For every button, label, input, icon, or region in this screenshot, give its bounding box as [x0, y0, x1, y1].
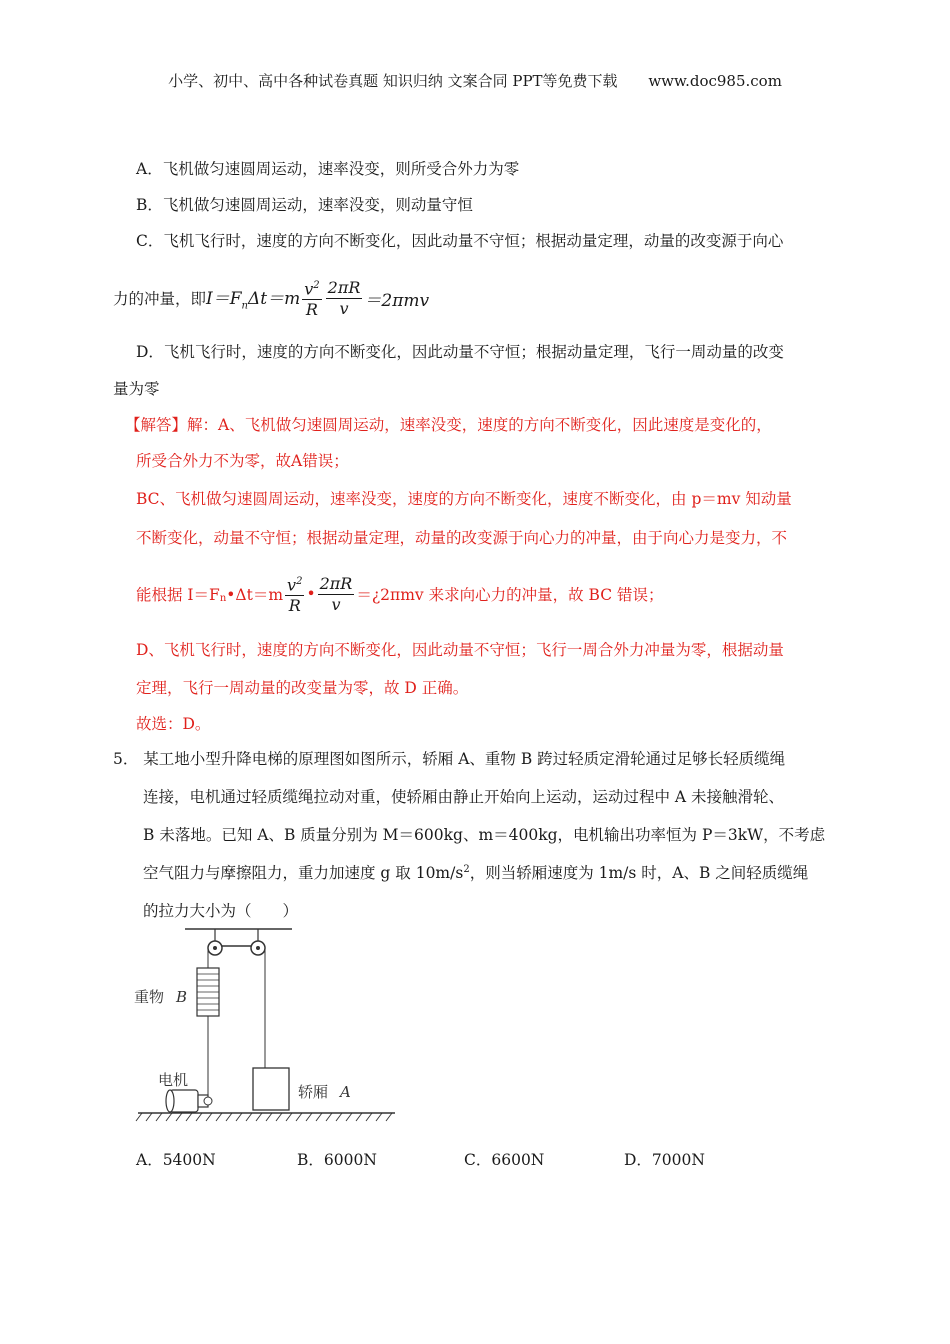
q5-line-4: [143, 861, 808, 883]
q5-line-4-prefix: 空气阻力与摩擦阻力，重力加速度 g 取 10m/s: [143, 864, 464, 882]
answer-line-3: BC、飞机做匀速圆周运动，速率没变，速度的方向不断变化，速度不断变化，由 p＝mv 知动量: [136, 490, 792, 508]
answer-dot: •: [306, 585, 316, 604]
fraction-2pir-over-v: $\frac{2\pi R}{v}$: [327, 277, 361, 318]
answer-line-8: 故选：D。: [136, 715, 211, 733]
answer-formula-middle: •Δt＝m: [226, 586, 284, 605]
motor-label: 电机: [158, 1071, 189, 1089]
q4-option-d-line1: D．飞机飞行时，速度的方向不断变化，因此动量不守恒；根据动量定理，飞行一周动量的改变: [136, 343, 784, 361]
car-label: 轿厢: [298, 1083, 329, 1101]
q4-option-c-line2: [113, 276, 429, 320]
answer-tag: 【解答】: [125, 416, 188, 434]
answer-line-7: 定理，飞行一周动量的改变量为零，故 D 正确。: [136, 679, 469, 697]
answer-line-5-suffix: 2πmv 来求向心力的冲量，故 BC 错误；: [380, 586, 664, 605]
q5-option-d: D．7000N: [624, 1151, 705, 1169]
answer-equals: ＝¿: [356, 586, 381, 605]
answer-fraction-v2-over-r: $\frac{v^2}{R}$: [285, 572, 304, 616]
answer-line-1-text: 解：A、飞机做匀速圆周运动，速率没变，速度的方向不断变化，因此速度是变化的，: [187, 416, 772, 434]
subscript-n: n: [219, 592, 227, 604]
q4-option-b: B．飞机做匀速圆周运动，速率没变，则动量守恒: [136, 196, 473, 214]
q5-line-2: 连接，电机通过轻质缆绳拉动对重，使轿厢由静止开始向上运动，运动过程中 A 未接触滑轮、: [143, 788, 785, 806]
elevator-diagram: [120, 920, 410, 1125]
q5-option-a: A．5400N: [136, 1151, 216, 1169]
q5-line-5: 的拉力大小为（ ）: [143, 902, 299, 920]
pulley-left-axle: [213, 946, 217, 950]
header-title: 小学、初中、高中各种试卷真题 知识归纳 文案合同 PPT等免费下载: [168, 72, 618, 90]
answer-line-1: [125, 413, 772, 435]
q4-option-d-line2: 量为零: [113, 380, 160, 398]
q4-option-c-prefix: 力的冲量，即: [113, 290, 207, 309]
answer-line-5-prefix: 能根据 I＝F: [136, 586, 220, 605]
q5-option-b: B．6000N: [297, 1151, 377, 1169]
weight-letter: B: [176, 988, 188, 1006]
car-letter: A: [340, 1083, 351, 1101]
answer-fraction-2pir-over-v: $\frac{2\pi R}{v}$: [319, 573, 353, 614]
q5-line-1: 5． 某工地小型升降电梯的原理图如图所示，轿厢 A、重物 B 跨过轻质定滑轮通过足够长轻质缆绳: [113, 750, 786, 768]
formula-result: ＝2πmv: [364, 290, 430, 311]
header-site: www.doc985.com: [648, 72, 782, 90]
impulse-formula: $I=F_n\Delta t=m$: [206, 289, 301, 312]
q4-option-a: A．飞机做匀速圆周运动，速率没变，则所受合外力为零: [136, 160, 520, 178]
answer-line-5: [136, 572, 664, 616]
motor: [166, 1090, 212, 1112]
car-box: [253, 1068, 289, 1110]
weight-block: [197, 968, 219, 1016]
q5-line-3: B 未落地。已知 A、B 质量分别为 M＝600kg、m＝400kg，电机输出功率恒为 P＝3kW，不考虑: [143, 826, 826, 844]
superscript-2: 2: [463, 863, 470, 875]
page-header: [0, 70, 950, 91]
pulley-right-axle: [256, 946, 260, 950]
q4-option-c-line1: C．飞机飞行时，速度的方向不断变化，因此动量不守恒；根据动量定理，动量的改变源于向心: [136, 232, 784, 250]
q5-line-4-suffix: ，则当轿厢速度为 1m/s 时，A、B 之间轻质缆绳: [469, 864, 809, 882]
fraction-v2-over-r: $\frac{v^2}{R}$: [302, 276, 321, 320]
ground-hatching: [136, 1113, 392, 1121]
q5-option-c: C．6600N: [464, 1151, 545, 1169]
answer-line-6: D、飞机飞行时，速度的方向不断变化，因此动量不守恒；飞行一周合外力冲量为零，根据动量: [136, 641, 784, 659]
answer-line-2: 所受合外力不为零，故A错误；: [136, 452, 349, 470]
weight-label: 重物: [134, 988, 165, 1006]
answer-line-4: 不断变化，动量不守恒；根据动量定理，动量的改变源于向心力的冲量，由于向心力是变力，不: [136, 529, 788, 547]
